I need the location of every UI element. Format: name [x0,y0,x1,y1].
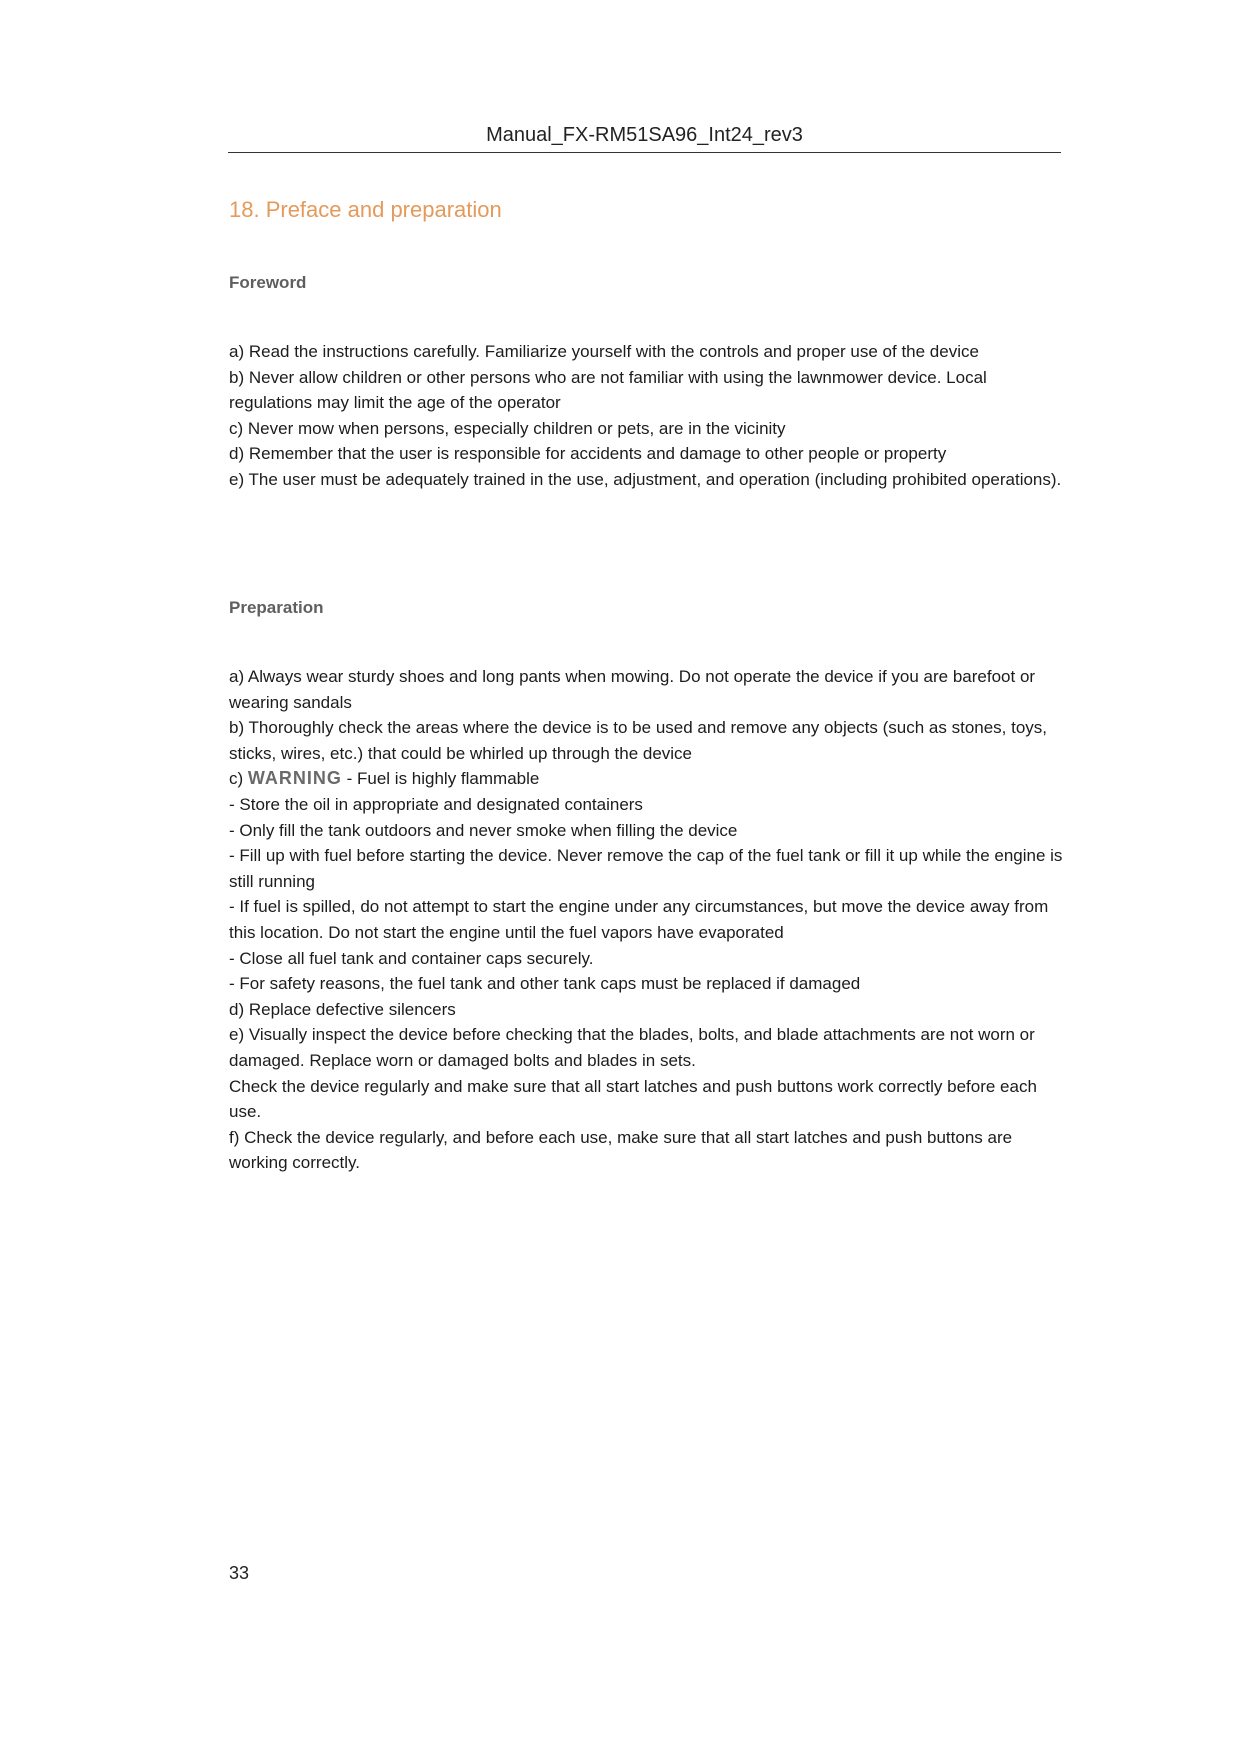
warning-text: - Fuel is highly flammable [341,769,540,789]
page-header: Manual_FX-RM51SA96_Int24_rev3 [228,124,1061,153]
preparation-item-c-warning [229,766,1069,792]
preparation-item-d: d) Replace defective silencers [229,999,456,1019]
preparation-item-f: f) Check the device regularly, and before each use, make sure that all start latches and push buttons are working correctly. [229,1127,1013,1173]
page-number: 33 [229,1563,250,1583]
foreword-list [229,339,1069,493]
foreword-item-a: a) Read the instructions carefully. Familiarize yourself with the controls and proper use of the device [229,342,979,361]
foreword-item-d: d) Remember that the user is responsible for accidents and damage to other people or property [229,444,947,464]
preparation-list [229,664,1069,1176]
foreword-item-e: e) The user must be adequately trained in the use, adjustment, and operation (including prohibited operations). [229,469,1062,489]
preparation-item-e: e) Visually inspect the device before checking that the blades, bolts, and blade attachments are not worn or damaged. Replace worn or damaged bolts and blades in sets. [229,1025,1035,1070]
warning-prefix: c) [229,769,248,789]
section-title: 18. Preface and preparation [229,197,502,222]
preparation-line-replace-caps: - For safety reasons, the fuel tank and other tank caps must be replaced if damaged [229,974,861,994]
foreword-heading: Foreword [229,273,307,292]
preparation-item-b: b) Thoroughly check the areas where the device is to be used and remove any objects (such as stones, toys, sticks, wires, etc.) that could be whirled up through the device [229,718,1048,763]
foreword-item-c: c) Never mow when persons, especially children or pets, are in the vicinity [229,418,786,438]
foreword-item-b: b) Never allow children or other persons who are not familiar with using the lawnmower device. Local regulations may limit the age of the operator [229,367,987,413]
warning-label: WARNING [247,768,342,789]
preparation-line-close-caps: - Close all fuel tank and container caps securely. [229,948,594,968]
preparation-line-store-oil: - Store the oil in appropriate and designated containers [229,794,643,814]
preparation-item-a: a) Always wear sturdy shoes and long pants when mowing. Do not operate the device if you are barefoot or wearing sandals [229,667,1036,712]
preparation-line-check-regularly: Check the device regularly and make sure that all start latches and push buttons work correctly before each use. [229,1076,1037,1122]
preparation-line-fill-outdoors: - Only fill the tank outdoors and never smoke when filling the device [229,820,738,840]
preparation-heading: Preparation [229,598,324,617]
preparation-line-fuel-spilled: - If fuel is spilled, do not attempt to start the engine under any circumstances, but move the device away from this location. Do not start the engine until the fuel vapors have evaporated [229,897,1049,942]
preparation-line-fill-before-start: - Fill up with fuel before starting the device. Never remove the cap of the fuel tank or fill it up while the engine is still running [229,846,1063,891]
